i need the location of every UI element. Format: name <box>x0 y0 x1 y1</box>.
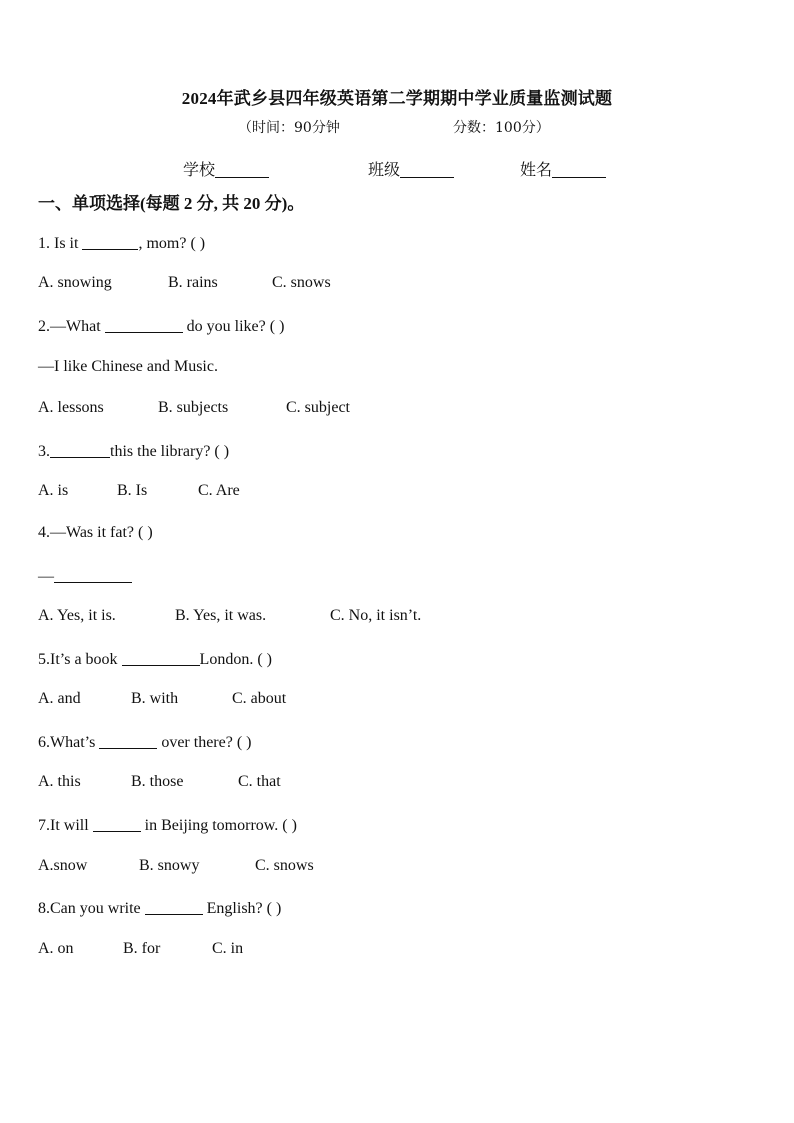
question-8-text: 8.Can you write <box>38 900 145 917</box>
option-a[interactable]: A.snow <box>38 857 88 874</box>
question-7-text-end: in Beijing tomorrow. ( ) <box>140 817 297 834</box>
option-a[interactable]: A. and <box>38 690 81 707</box>
question-2-text-end: do you like? ( ) <box>182 318 285 335</box>
school-field <box>183 157 269 180</box>
question-1 <box>38 233 205 253</box>
question-6-text-end: over there? ( ) <box>157 734 252 751</box>
exam-score: 分数：100分） <box>453 120 550 136</box>
question-6-blank[interactable] <box>99 732 157 749</box>
question-7 <box>38 815 297 835</box>
section-title: 一、单项选择(每题 2 分, 共 20 分)。 <box>38 194 305 213</box>
option-c[interactable]: C. Are <box>198 482 240 499</box>
question-2-blank[interactable] <box>105 316 183 333</box>
option-b[interactable]: B. with <box>131 690 179 707</box>
question-5 <box>38 649 272 669</box>
option-a[interactable]: A. Yes, it is. <box>38 607 116 624</box>
option-b[interactable]: B. for <box>123 940 161 957</box>
option-b[interactable]: B. snowy <box>139 857 200 874</box>
question-4-blank[interactable] <box>54 566 132 583</box>
class-field <box>368 157 454 180</box>
question-7-blank[interactable] <box>93 815 141 832</box>
class-label: 班级 <box>368 162 401 179</box>
option-b[interactable]: B. Is <box>117 482 148 499</box>
question-3-text-end: this the library? ( ) <box>110 443 230 460</box>
question-5-blank[interactable] <box>122 649 200 666</box>
option-b[interactable]: B. Yes, it was. <box>175 607 267 624</box>
question-8-blank[interactable] <box>145 898 203 915</box>
question-8-text-end: English? ( ) <box>202 900 282 917</box>
option-a[interactable]: A. on <box>38 940 74 957</box>
option-c[interactable]: C. that <box>238 773 281 790</box>
question-1-blank[interactable] <box>82 233 138 250</box>
exam-time: （时间：90分钟 <box>238 120 340 136</box>
school-label: 学校 <box>183 162 216 179</box>
question-6 <box>38 732 252 752</box>
option-c[interactable]: C. subject <box>286 399 350 416</box>
question-5-text-end: London. ( ) <box>199 651 272 668</box>
page-title: 2024年武乡县四年级英语第二学期期中学业质量监测试题 <box>181 89 613 108</box>
question-3-blank[interactable] <box>50 441 110 458</box>
question-3-text: 3. <box>38 443 50 460</box>
option-a[interactable]: A. snowing <box>38 274 112 291</box>
question-5-text: 5.It’s a book <box>38 651 122 668</box>
option-c[interactable]: C. in <box>212 940 244 957</box>
option-c[interactable]: C. snows <box>255 857 314 874</box>
school-blank[interactable] <box>215 161 269 178</box>
question-6-text: 6.What’s <box>38 734 100 751</box>
question-4-text: 4.—Was it fat? ( ) <box>38 524 153 541</box>
name-field <box>520 157 606 180</box>
option-c[interactable]: C. No, it isn’t. <box>330 607 422 624</box>
question-1-text-end: , mom? ( ) <box>138 235 206 252</box>
option-b[interactable]: B. those <box>131 773 184 790</box>
name-blank[interactable] <box>552 161 606 178</box>
question-4-answer-line <box>38 566 132 586</box>
question-2-answer-line: —I like Chinese and Music. <box>38 358 218 375</box>
option-a[interactable]: A. is <box>38 482 69 499</box>
option-c[interactable]: C. snows <box>272 274 331 291</box>
name-label: 姓名 <box>520 162 553 179</box>
question-3 <box>38 441 229 461</box>
option-a[interactable]: A. lessons <box>38 399 104 416</box>
question-1-text: 1. Is it <box>38 235 83 252</box>
question-7-text: 7.It will <box>38 817 93 834</box>
question-4 <box>38 524 153 542</box>
question-2 <box>38 316 284 336</box>
option-b[interactable]: B. subjects <box>158 399 229 416</box>
exam-meta <box>238 117 550 137</box>
option-c[interactable]: C. about <box>232 690 287 707</box>
question-4-dash: — <box>38 568 54 585</box>
option-b[interactable]: B. rains <box>168 274 218 291</box>
option-a[interactable]: A. this <box>38 773 81 790</box>
question-2-text: 2.—What <box>38 318 105 335</box>
class-blank[interactable] <box>400 161 454 178</box>
question-8 <box>38 898 281 918</box>
